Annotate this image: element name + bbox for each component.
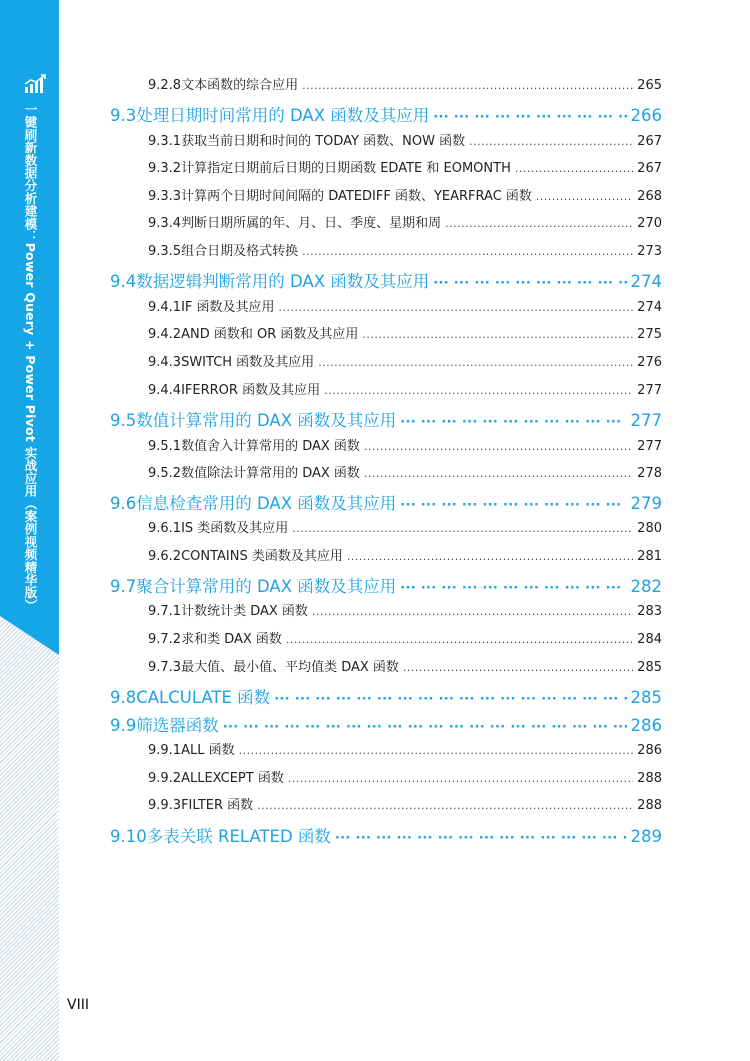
toc-page-number: 277: [630, 411, 662, 430]
toc-entry-number: 9.4: [110, 272, 137, 291]
toc-page-number: 279: [630, 494, 662, 513]
toc-entry-number: 9.3: [110, 106, 137, 125]
toc-entry-number: 9.5.2: [148, 466, 182, 481]
toc-entry-title: AND 函数和 OR 函数及其应用: [181, 327, 359, 342]
toc-entry-title: 判断日期所属的年、月、日、季度、星期和周: [181, 216, 442, 231]
bar-chart-icon: [24, 74, 48, 94]
toc-entry-title: SWITCH 函数及其应用: [181, 355, 315, 370]
sidebar: [0, 0, 59, 1061]
toc-dot-leader: [536, 189, 633, 204]
toc-entry-number: 9.9.1: [148, 743, 182, 758]
toc-page-number: 285: [630, 688, 662, 707]
toc-dot-leader: [286, 632, 633, 647]
toc-entry-number: 9.4.4: [148, 383, 182, 398]
toc-entry-number: 9.5.1: [148, 439, 182, 454]
toc-entry-title: 计算指定日期前后日期的日期函数 EDATE 和 EOMONTH: [181, 161, 511, 176]
toc-subsection-row[interactable]: [148, 74, 662, 93]
toc-entry-number: 9.6.2: [148, 549, 182, 564]
toc-dot-leader: [400, 577, 626, 596]
toc-entry-title: 获取当前日期和时间的 TODAY 函数、NOW 函数: [181, 134, 466, 149]
toc-dot-leader: [469, 134, 633, 149]
toc-dot-leader: [279, 300, 634, 315]
toc-entry-number: 9.2.8: [148, 78, 182, 93]
toc-page-number: 274: [637, 300, 662, 315]
toc-page-number: 288: [637, 798, 662, 813]
toc-page-number: 278: [637, 466, 662, 481]
toc-entry-number: 9.6.1: [148, 521, 182, 536]
toc-dot-leader: [515, 161, 633, 176]
toc-page-number: 289: [630, 827, 662, 846]
toc-dot-leader: [288, 771, 633, 786]
toc-subsection-row[interactable]: [148, 794, 662, 813]
toc-subsection-row[interactable]: [148, 739, 662, 758]
toc-page-number: 288: [637, 771, 662, 786]
toc-page-number: 286: [630, 716, 662, 735]
toc-entry-title: ALLEXCEPT 函数: [181, 771, 284, 786]
toc-entry-title: 数值舍入计算常用的 DAX 函数: [181, 439, 360, 454]
toc-page-number: 270: [637, 216, 662, 231]
toc-section-row[interactable]: [110, 684, 662, 708]
toc-dot-leader: [362, 327, 633, 342]
toc-dot-leader: [274, 688, 626, 707]
toc-section-row[interactable]: [110, 712, 662, 736]
toc-page-number: 277: [637, 383, 662, 398]
toc-page-number: 281: [637, 549, 662, 564]
toc-entry-title: CONTAINS 类函数及其应用: [181, 549, 343, 564]
toc-entry-title: 文本函数的综合应用: [181, 78, 299, 93]
toc-dot-leader: [364, 439, 633, 454]
toc-entry-number: 9.7.3: [148, 660, 182, 675]
toc-entry-title: 数值计算常用的 DAX 函数及其应用: [136, 411, 397, 430]
toc-entry-title: 信息检查常用的 DAX 函数及其应用: [136, 494, 397, 513]
toc-entry-number: 9.3.5: [148, 244, 182, 259]
toc-entry-number: 9.3.1: [148, 134, 182, 149]
toc-subsection-row[interactable]: [148, 600, 662, 619]
toc-dot-leader: [324, 383, 633, 398]
toc-entry-title: 处理日期时间常用的 DAX 函数及其应用: [136, 106, 430, 125]
toc-entry-title: 数据逻辑判断常用的 DAX 函数及其应用: [136, 272, 430, 291]
toc-page-number: 280: [637, 521, 662, 536]
toc-entry-number: 9.7.1: [148, 604, 182, 619]
toc-page-number: 268: [637, 189, 662, 204]
toc-entry-title: 聚合计算常用的 DAX 函数及其应用: [136, 577, 397, 596]
toc-page-number: 265: [637, 78, 662, 93]
toc-dot-leader: [347, 549, 633, 564]
toc-section-row[interactable]: [110, 823, 662, 847]
toc-dot-leader: [223, 716, 627, 735]
toc-entry-number: 9.3.3: [148, 189, 182, 204]
toc-dot-leader: [335, 827, 627, 846]
toc-entry-title: FILTER 函数: [181, 798, 254, 813]
toc-entry-title: IFERROR 函数及其应用: [181, 383, 321, 398]
toc-entry-title: 组合日期及格式转换: [181, 244, 299, 259]
toc-entry-number: 9.7.2: [148, 632, 182, 647]
toc-page-number: 267: [637, 161, 662, 176]
toc-entry-title: IS 类函数及其应用: [181, 521, 289, 536]
toc-page-number: 282: [630, 577, 662, 596]
toc-subsection-row[interactable]: [148, 517, 662, 536]
toc-entry-title: 数值除法计算常用的 DAX 函数: [181, 466, 360, 481]
toc-entry-number: 9.3.2: [148, 161, 182, 176]
toc-page-number: 277: [637, 439, 662, 454]
toc-subsection-row[interactable]: [148, 545, 662, 564]
toc-entry-number: 9.4.3: [148, 355, 182, 370]
page-number: VIII: [67, 997, 89, 1013]
toc-subsection-row[interactable]: [148, 435, 662, 454]
toc-dot-leader: [302, 244, 633, 259]
toc-subsection-row[interactable]: [148, 379, 662, 398]
toc-section-row[interactable]: [110, 268, 662, 292]
toc-subsection-row[interactable]: [148, 296, 662, 315]
toc-entry-number: 9.4.1: [148, 300, 182, 315]
toc-dot-leader: [302, 78, 633, 93]
toc-subsection-row[interactable]: [148, 767, 662, 786]
toc-subsection-row[interactable]: [148, 462, 662, 481]
toc-dot-leader: [445, 216, 633, 231]
toc-entry-title: CALCULATE 函数: [136, 688, 271, 707]
toc-page-number: 286: [637, 743, 662, 758]
toc-entry-title: ALL 函数: [181, 743, 235, 758]
toc-dot-leader: [433, 106, 626, 125]
toc-subsection-row[interactable]: [148, 130, 662, 149]
toc-entry-title: IF 函数及其应用: [181, 300, 275, 315]
toc-page-number: 275: [637, 327, 662, 342]
toc-entry-title: 多表关联 RELATED 函数: [146, 827, 331, 846]
toc-section-row[interactable]: [110, 490, 662, 514]
toc-entry-title: 筛选器函数: [136, 716, 219, 735]
toc-entry-number: 9.7: [110, 577, 137, 596]
toc-subsection-row[interactable]: [148, 323, 662, 342]
toc-section-row[interactable]: [110, 102, 662, 126]
toc-entry-number: 9.10: [110, 827, 147, 846]
toc-entry-number: 9.9: [110, 716, 137, 735]
toc-entry-number: 9.9.2: [148, 771, 182, 786]
toc-entry-title: 计数统计类 DAX 函数: [181, 604, 308, 619]
book-title-vertical: 一键刷新数据分析建模：Power Query + Power Pivot 实战应用（案例视频精华版）: [23, 103, 38, 612]
toc-entry-number: 9.8: [110, 688, 137, 707]
toc-dot-leader: [403, 660, 633, 675]
toc-entry-number: 9.5: [110, 411, 137, 430]
toc-subsection-row[interactable]: [148, 628, 662, 647]
toc-dot-leader: [433, 272, 626, 291]
toc-dot-leader: [292, 521, 633, 536]
toc-subsection-row[interactable]: [148, 240, 662, 259]
toc-subsection-row[interactable]: [148, 351, 662, 370]
toc-page-number: 274: [630, 272, 662, 291]
toc-entry-number: 9.6: [110, 494, 137, 513]
toc-page-number: 285: [637, 660, 662, 675]
toc-dot-leader: [257, 798, 633, 813]
toc-entry-title: 求和类 DAX 函数: [181, 632, 282, 647]
toc-entry-number: 9.3.4: [148, 216, 182, 231]
toc-dot-leader: [312, 604, 633, 619]
toc-page-number: 273: [637, 244, 662, 259]
toc-subsection-row[interactable]: [148, 185, 662, 204]
toc-page-number: 283: [637, 604, 662, 619]
toc-entry-number: 9.9.3: [148, 798, 182, 813]
toc-dot-leader: [318, 355, 633, 370]
toc-dot-leader: [400, 411, 626, 430]
toc-entry-title: 最大值、最小值、平均值类 DAX 函数: [181, 660, 399, 675]
toc-subsection-row[interactable]: [148, 212, 662, 231]
toc-page-number: 267: [637, 134, 662, 149]
toc-page-number: 266: [630, 106, 662, 125]
toc-subsection-row[interactable]: [148, 656, 662, 675]
toc-page-number: 276: [637, 355, 662, 370]
toc-entry-title: 计算两个日期时间间隔的 DATEDIFF 函数、YEARFRAC 函数: [181, 189, 532, 204]
toc-page-number: 284: [637, 632, 662, 647]
toc-section-row[interactable]: [110, 573, 662, 597]
toc-subsection-row[interactable]: [148, 157, 662, 176]
toc-dot-leader: [239, 743, 634, 758]
toc-dot-leader: [400, 494, 626, 513]
toc-entry-number: 9.4.2: [148, 327, 182, 342]
toc-dot-leader: [364, 466, 633, 481]
toc-section-row[interactable]: [110, 407, 662, 431]
